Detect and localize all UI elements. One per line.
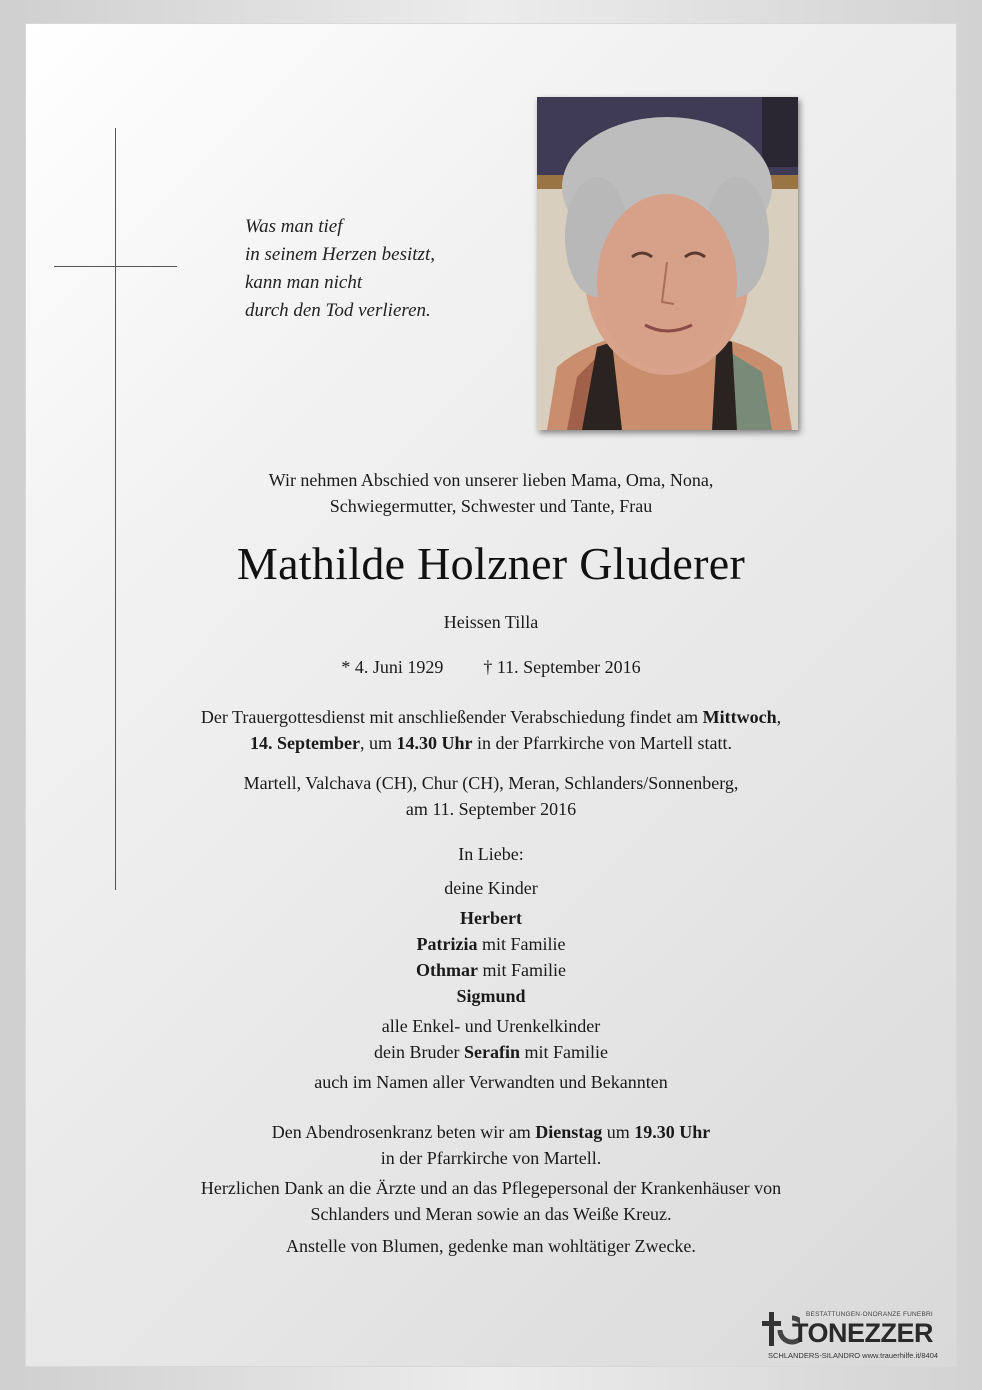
rosary-text: um xyxy=(602,1122,635,1142)
logo-tagline: BESTATTUNGEN·ONORANZE FUNEBRI xyxy=(806,1311,933,1318)
mourner-name xyxy=(0,957,982,983)
thanks-line: Schlanders und Meran sowie an das Weiße Kreuz. xyxy=(310,1204,672,1224)
intro-line: Schwiegermutter, Schwester und Tante, Frau xyxy=(329,496,653,516)
cross-horizontal-bar xyxy=(54,266,177,267)
brother-line xyxy=(0,1039,982,1065)
in-liebe: In Liebe: xyxy=(458,844,524,864)
intro-line: Wir nehmen Abschied von unserer lieben Mama, Oma, Nona, xyxy=(268,470,714,490)
logo-name: TONEZZER xyxy=(792,1318,934,1348)
children-label: deine Kinder xyxy=(444,878,538,898)
deceased-name: Mathilde Holzner Gluderer xyxy=(236,538,746,589)
place-line: Martell, Valchava (CH), Chur (CH), Meran, Schlanders/Sonnenberg, xyxy=(243,773,739,793)
death-date: † 11. September 2016 xyxy=(483,657,641,677)
mourner-prefix: dein Bruder xyxy=(374,1042,464,1062)
funeral-time: 14.30 Uhr xyxy=(396,733,473,753)
logo-subline: SCHLANDERS-SILANDRO www.trauerhilfe.it/8404 xyxy=(768,1351,939,1360)
thanks-line: Herzlichen Dank an die Ärzte und an das Pflegepersonal der Krankenhäuser von xyxy=(200,1178,782,1198)
relatives-line: auch im Namen aller Verwandten und Bekannten xyxy=(314,1072,668,1092)
memorial-quote xyxy=(245,213,435,325)
donation-line: Anstelle von Blumen, gedenke man wohltätiger Zwecke. xyxy=(286,1236,696,1256)
portrait-photo xyxy=(537,97,798,430)
place-date: am 11. September 2016 xyxy=(405,799,577,819)
funeral-text: , um xyxy=(360,733,397,753)
funeral-text: , xyxy=(776,707,782,727)
grandchildren-line: alle Enkel- und Urenkelkinder xyxy=(381,1016,601,1036)
life-dates xyxy=(0,654,982,680)
mourner-suffix: mit Familie xyxy=(477,934,566,954)
mourner-name xyxy=(0,905,982,931)
quote-line: durch den Tod verlieren. xyxy=(245,300,431,321)
mourner-suffix: mit Familie xyxy=(519,1042,608,1062)
funeral-text: Der Trauergottesdienst mit anschließender Verabschiedung findet am xyxy=(200,707,703,727)
funeral-day: Mittwoch xyxy=(702,707,777,727)
rosary-line-2: in der Pfarrkirche von Martell. xyxy=(380,1148,602,1168)
rosary-day: Dienstag xyxy=(535,1122,603,1142)
deceased-nickname: Heissen Tilla xyxy=(443,612,539,632)
mourner-name xyxy=(0,983,982,1009)
quote-line: Was man tief xyxy=(245,216,343,237)
birth-date: * 4. Juni 1929 xyxy=(341,657,444,677)
quote-line: kann man nicht xyxy=(245,272,363,293)
quote-line: in seinem Herzen besitzt, xyxy=(245,244,435,265)
rosary-line-1 xyxy=(0,1119,982,1145)
child-name: Patrizia xyxy=(416,934,478,954)
child-name: Herbert xyxy=(460,908,522,928)
child-name: Othmar xyxy=(416,960,478,980)
funeral-line-1 xyxy=(0,704,982,730)
rosary-time: 19.30 Uhr xyxy=(634,1122,711,1142)
funeral-date: 14. September xyxy=(250,733,361,753)
brother-name: Serafin xyxy=(463,1042,520,1062)
funeral-line-2 xyxy=(0,730,982,756)
mourner-name xyxy=(0,931,982,957)
rosary-text: Den Abendrosenkranz beten wir am xyxy=(271,1122,536,1142)
child-name: Sigmund xyxy=(456,986,526,1006)
mourner-suffix: mit Familie xyxy=(478,960,566,980)
funeral-text: in der Pfarrkirche von Martell statt. xyxy=(472,733,732,753)
